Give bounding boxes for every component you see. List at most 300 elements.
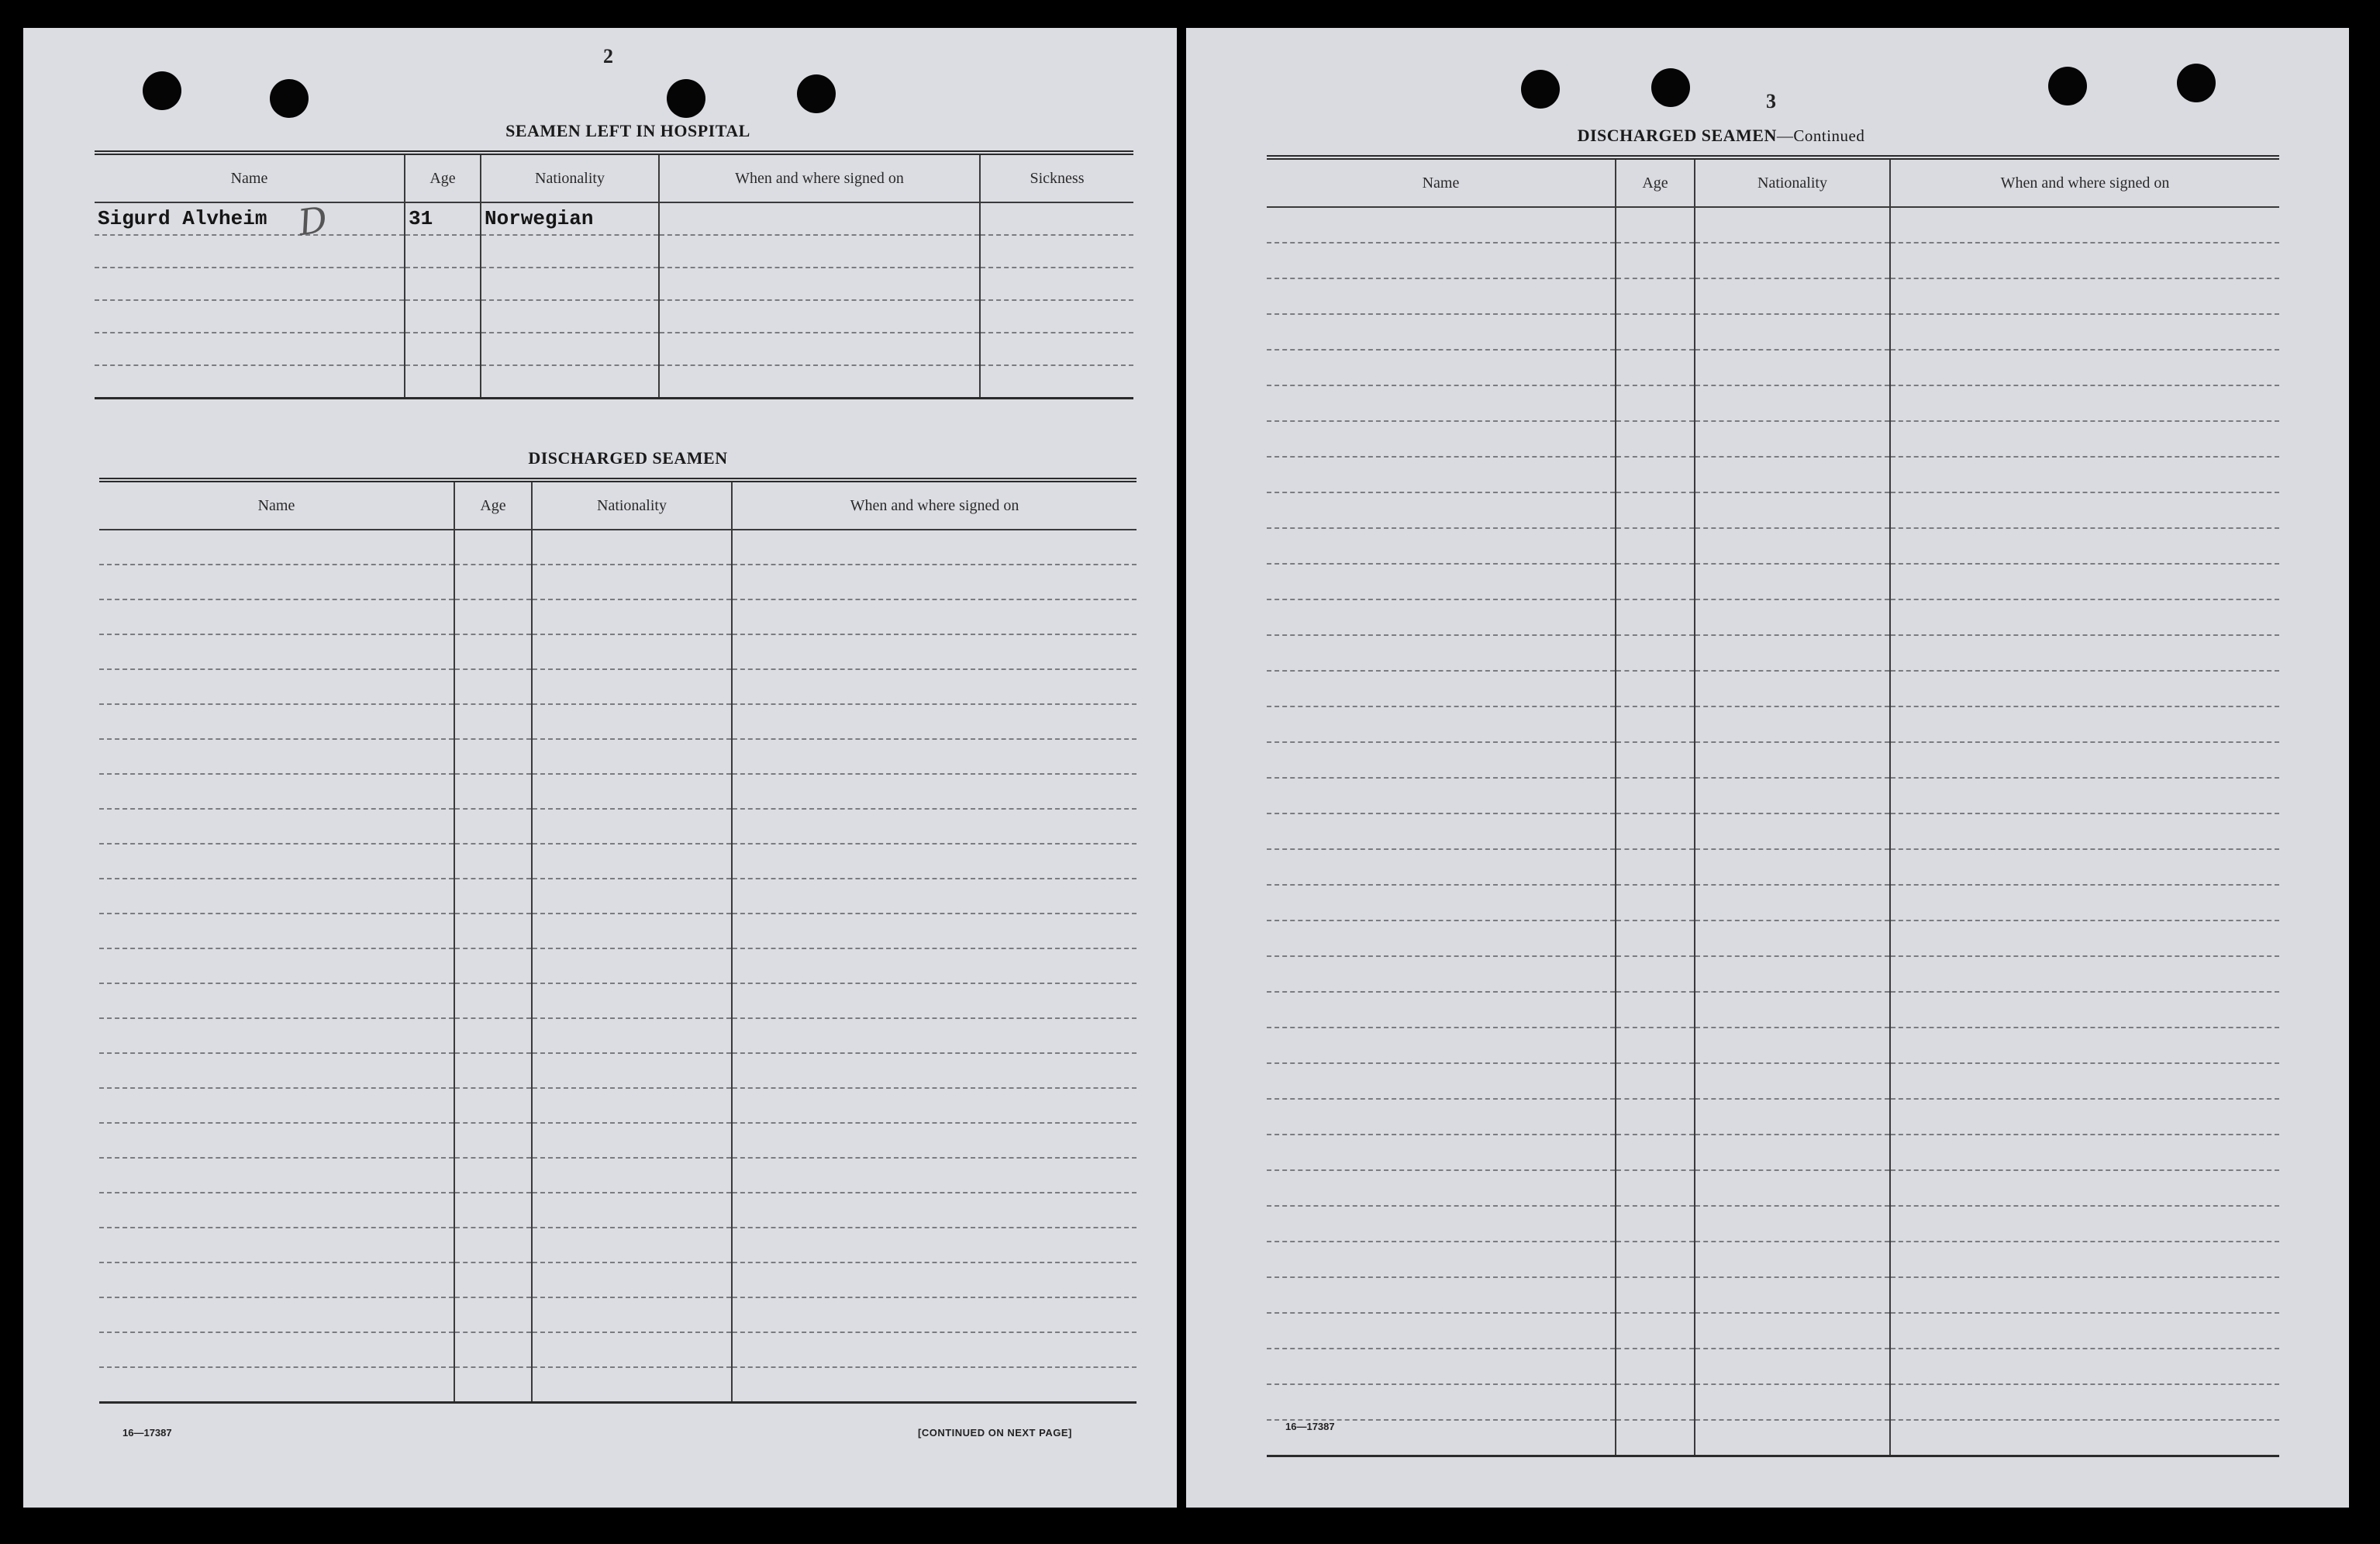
- continued-suffix: —Continued: [1776, 126, 1865, 145]
- table-cell: [1616, 778, 1695, 813]
- table-cell: [1616, 956, 1695, 992]
- table-cell: [732, 1262, 1137, 1297]
- table-cell: [1695, 671, 1890, 706]
- table-cell: [99, 1088, 454, 1123]
- table-cell: [1267, 1206, 1616, 1242]
- table-row: [99, 1193, 1137, 1228]
- table-cell: [95, 235, 405, 268]
- continued-note: [CONTINUED ON NEXT PAGE]: [918, 1427, 1072, 1439]
- table-cell: [1267, 1135, 1616, 1170]
- column-header: Name: [95, 153, 405, 202]
- table-cell: [980, 365, 1133, 399]
- table-row: [1267, 742, 2279, 778]
- table-cell: [99, 1262, 454, 1297]
- table-cell: [1267, 671, 1616, 706]
- table-row: [99, 879, 1137, 914]
- table-cell: [1890, 1063, 2279, 1099]
- table-cell: [454, 1158, 532, 1193]
- table-cell: [454, 1297, 532, 1332]
- table-row: [95, 235, 1133, 268]
- table-cell: [99, 774, 454, 809]
- table-cell: [454, 983, 532, 1018]
- table-cell: [99, 1228, 454, 1262]
- table-cell: [1890, 671, 2279, 706]
- table-cell: [99, 704, 454, 739]
- table-cell: [1616, 921, 1695, 956]
- table-cell: [732, 1158, 1137, 1193]
- column-header: Nationality: [1695, 157, 1890, 207]
- table-cell: [454, 739, 532, 774]
- column-header: When and where signed on: [659, 153, 980, 202]
- table-cell: [405, 268, 481, 300]
- table-cell: [1616, 457, 1695, 492]
- table-cell: [732, 530, 1137, 565]
- handwritten-initial: D: [295, 198, 330, 244]
- table-cell: [95, 268, 405, 300]
- table-cell: [1695, 1384, 1890, 1420]
- table-row: [99, 1123, 1137, 1158]
- table-cell: [532, 1018, 732, 1053]
- table-cell: [532, 530, 732, 565]
- table-cell: [99, 634, 454, 669]
- table-cell: [99, 1123, 454, 1158]
- table-cell: [732, 914, 1137, 948]
- table-cell: [1695, 885, 1890, 921]
- column-header: Age: [1616, 157, 1695, 207]
- table-cell: [732, 565, 1137, 599]
- table-row: [1267, 706, 2279, 742]
- binder-hole: [2048, 67, 2087, 105]
- table-cell: [1695, 1242, 1890, 1277]
- table-cell: [1616, 1313, 1695, 1349]
- table-row: [99, 1228, 1137, 1262]
- table-cell: [99, 1367, 454, 1403]
- table-cell: [481, 235, 659, 268]
- table-cell: [532, 669, 732, 704]
- table-cell: [732, 809, 1137, 844]
- table-row: [1267, 992, 2279, 1028]
- table-row: [99, 1332, 1137, 1367]
- table-cell: [1890, 813, 2279, 849]
- table-cell: [659, 365, 980, 399]
- table-row: [99, 1053, 1137, 1088]
- table-cell: [1267, 314, 1616, 350]
- table-cell: [1695, 1063, 1890, 1099]
- table-cell: [659, 202, 980, 235]
- table-cell: [1890, 1420, 2279, 1456]
- table-cell: [1890, 207, 2279, 243]
- table-cell: [659, 235, 980, 268]
- table-cell: [1890, 1277, 2279, 1313]
- discharged-continued-title: [1248, 126, 2194, 146]
- table-row: [99, 983, 1137, 1018]
- table-cell: [99, 1332, 454, 1367]
- table-cell: [1890, 1349, 2279, 1384]
- table-cell: [95, 333, 405, 365]
- table-cell: [405, 235, 481, 268]
- table-cell: [1695, 992, 1890, 1028]
- table-cell: [1616, 1135, 1695, 1170]
- binder-hole: [270, 79, 309, 118]
- table-cell: [1616, 528, 1695, 564]
- table-row: [1267, 778, 2279, 813]
- table-cell: [454, 565, 532, 599]
- table-cell: [1890, 492, 2279, 528]
- table-cell: [1267, 492, 1616, 528]
- table-cell: [732, 634, 1137, 669]
- table-cell: [454, 948, 532, 983]
- table-cell: [481, 365, 659, 399]
- column-header: Age: [405, 153, 481, 202]
- table-cell: [454, 530, 532, 565]
- table-cell: [454, 1332, 532, 1367]
- table-row: [99, 774, 1137, 809]
- table-cell: [1267, 1242, 1616, 1277]
- table-cell: [99, 1297, 454, 1332]
- table-cell: [732, 983, 1137, 1018]
- table-row: [99, 634, 1137, 669]
- table-cell: [454, 1193, 532, 1228]
- table-row: [99, 844, 1137, 879]
- table-cell: [532, 1262, 732, 1297]
- table-cell: [454, 879, 532, 914]
- table-cell: [1890, 921, 2279, 956]
- table-row: [1267, 1242, 2279, 1277]
- table-cell: [1695, 813, 1890, 849]
- table-cell: [454, 704, 532, 739]
- table-cell: [1616, 243, 1695, 278]
- table-cell: [980, 235, 1133, 268]
- table-cell: [454, 1053, 532, 1088]
- table-row: [99, 914, 1137, 948]
- table-cell: [1695, 1028, 1890, 1063]
- discharged-continued-table: [1267, 155, 2279, 1457]
- table-cell: [1695, 207, 1890, 243]
- table-cell: [1616, 1028, 1695, 1063]
- table-cell: [1890, 457, 2279, 492]
- table-cell: [1890, 1135, 2279, 1170]
- table-cell: [1267, 885, 1616, 921]
- table-cell: [1267, 421, 1616, 457]
- table-cell: [732, 948, 1137, 983]
- table-cell: [532, 1228, 732, 1262]
- binder-hole: [143, 71, 181, 110]
- table-cell: [1616, 813, 1695, 849]
- table-row: [99, 1262, 1137, 1297]
- page-number: 3: [1766, 90, 1776, 112]
- table-cell: [99, 879, 454, 914]
- table-cell: [1267, 1277, 1616, 1313]
- table-row: [1267, 1277, 2279, 1313]
- table-cell: [980, 268, 1133, 300]
- table-cell: [1616, 1170, 1695, 1206]
- table-row: [99, 739, 1137, 774]
- table-cell: [732, 739, 1137, 774]
- table-cell: [1267, 706, 1616, 742]
- table-cell: [1267, 992, 1616, 1028]
- table-cell: [732, 1228, 1137, 1262]
- table-row: [1267, 314, 2279, 350]
- table-cell: [1890, 421, 2279, 457]
- table-row: [99, 530, 1137, 565]
- table-cell: [454, 669, 532, 704]
- table-cell: [532, 1297, 732, 1332]
- table-cell: [1616, 742, 1695, 778]
- table-cell: [99, 530, 454, 565]
- table-cell: [1890, 1206, 2279, 1242]
- table-cell: [1890, 350, 2279, 385]
- table-row: [1267, 564, 2279, 599]
- table-cell: [99, 1053, 454, 1088]
- table-row: [99, 669, 1137, 704]
- table-cell: Norwegian: [481, 202, 659, 235]
- table-cell: [1267, 1099, 1616, 1135]
- table-cell: [1695, 1135, 1890, 1170]
- table-cell: [1267, 849, 1616, 885]
- table-row: [1267, 921, 2279, 956]
- table-cell: [732, 1193, 1137, 1228]
- column-header: Age: [454, 480, 532, 530]
- table-cell: [1616, 1099, 1695, 1135]
- table-cell: [1616, 849, 1695, 885]
- table-cell: [732, 599, 1137, 634]
- table-cell: [1890, 706, 2279, 742]
- table-cell: [732, 1018, 1137, 1053]
- table-cell: [454, 844, 532, 879]
- table-cell: [1267, 778, 1616, 813]
- table-row: [99, 809, 1137, 844]
- table-cell: [1267, 457, 1616, 492]
- discharged-table: [99, 478, 1137, 1404]
- table-cell: [532, 1193, 732, 1228]
- table-cell: [532, 948, 732, 983]
- table-row: [1267, 849, 2279, 885]
- table-cell: [532, 809, 732, 844]
- table-cell: [1695, 706, 1890, 742]
- table-cell: [454, 774, 532, 809]
- table-row: [1267, 350, 2279, 385]
- table-cell: [1267, 1384, 1616, 1420]
- table-cell: [99, 1158, 454, 1193]
- table-cell: [454, 1018, 532, 1053]
- table-cell: [1616, 385, 1695, 421]
- hospital-table: [95, 150, 1133, 399]
- table-cell: [1616, 564, 1695, 599]
- page-number: 2: [603, 45, 613, 67]
- table-cell: [1267, 1170, 1616, 1206]
- table-row: [95, 300, 1133, 333]
- table-cell: [1695, 1349, 1890, 1384]
- table-cell: [1267, 956, 1616, 992]
- table-row: [1267, 1028, 2279, 1063]
- table-cell: [659, 300, 980, 333]
- discharged-continued-title-text: DISCHARGED SEAMEN: [1577, 126, 1777, 145]
- table-cell: [532, 704, 732, 739]
- table-cell: [1616, 314, 1695, 350]
- table-row: [1267, 1313, 2279, 1349]
- table-cell: [732, 1088, 1137, 1123]
- table-cell: [481, 268, 659, 300]
- table-row: [1267, 635, 2279, 671]
- table-cell: [1695, 457, 1890, 492]
- table-row: [1267, 956, 2279, 992]
- table-row: [1267, 528, 2279, 564]
- table-cell: [732, 844, 1137, 879]
- table-cell: [481, 300, 659, 333]
- table-cell: [1890, 635, 2279, 671]
- table-cell: [1890, 278, 2279, 314]
- table-cell: [99, 599, 454, 634]
- table-cell: [1695, 742, 1890, 778]
- table-cell: [732, 1332, 1137, 1367]
- binder-hole: [1521, 70, 1560, 109]
- table-cell: [532, 634, 732, 669]
- table-cell: [980, 333, 1133, 365]
- table-cell: [1267, 243, 1616, 278]
- table-row: [1267, 385, 2279, 421]
- table-cell: [532, 1123, 732, 1158]
- table-cell: Sigurd Alvheim: [95, 202, 405, 235]
- table-cell: [732, 1053, 1137, 1088]
- table-row: [1267, 1384, 2279, 1420]
- table-row: [1267, 1420, 2279, 1456]
- table-row: [1267, 1135, 2279, 1170]
- table-cell: [1890, 1028, 2279, 1063]
- table-cell: [1695, 599, 1890, 635]
- table-cell: [454, 1262, 532, 1297]
- table-cell: [659, 268, 980, 300]
- table-cell: [95, 365, 405, 399]
- table-cell: [99, 739, 454, 774]
- table-cell: [1616, 421, 1695, 457]
- table-cell: [732, 879, 1137, 914]
- table-cell: [1616, 492, 1695, 528]
- table-cell: [732, 1297, 1137, 1332]
- table-row: [1267, 1206, 2279, 1242]
- table-cell: [99, 565, 454, 599]
- binder-hole: [667, 79, 705, 118]
- table-cell: [1267, 207, 1616, 243]
- table-cell: [454, 1088, 532, 1123]
- table-cell: [1695, 350, 1890, 385]
- table-row: [1267, 457, 2279, 492]
- table-cell: [1890, 742, 2279, 778]
- table-row: [1267, 1349, 2279, 1384]
- table-cell: [1267, 1349, 1616, 1384]
- table-cell: [454, 1228, 532, 1262]
- table-cell: [532, 879, 732, 914]
- table-cell: [99, 809, 454, 844]
- table-row: [95, 365, 1133, 399]
- table-cell: [1695, 528, 1890, 564]
- table-cell: [1695, 1170, 1890, 1206]
- table-cell: [1890, 849, 2279, 885]
- table-cell: [99, 1018, 454, 1053]
- table-row: [1267, 207, 2279, 243]
- table-cell: [1616, 207, 1695, 243]
- table-cell: [980, 202, 1133, 235]
- table-cell: 31: [405, 202, 481, 235]
- table-cell: [405, 365, 481, 399]
- table-row: [95, 202, 1133, 235]
- table-cell: [1695, 492, 1890, 528]
- table-row: [99, 704, 1137, 739]
- table-row: [99, 565, 1137, 599]
- table-cell: [532, 599, 732, 634]
- table-cell: [454, 599, 532, 634]
- table-cell: [1616, 706, 1695, 742]
- right-page: [1186, 28, 2349, 1508]
- table-cell: [1616, 278, 1695, 314]
- table-cell: [1267, 635, 1616, 671]
- column-header: Name: [99, 480, 454, 530]
- table-cell: [1890, 778, 2279, 813]
- table-cell: [1616, 1206, 1695, 1242]
- table-cell: [1267, 921, 1616, 956]
- table-cell: [532, 914, 732, 948]
- column-header: Name: [1267, 157, 1616, 207]
- table-cell: [1267, 528, 1616, 564]
- table-cell: [1695, 921, 1890, 956]
- table-cell: [405, 333, 481, 365]
- table-cell: [1616, 992, 1695, 1028]
- table-cell: [99, 983, 454, 1018]
- table-cell: [405, 300, 481, 333]
- table-cell: [1267, 385, 1616, 421]
- table-cell: [454, 1367, 532, 1403]
- table-cell: [1616, 635, 1695, 671]
- table-cell: [532, 1332, 732, 1367]
- table-cell: [1695, 1099, 1890, 1135]
- table-row: [1267, 421, 2279, 457]
- column-header: Sickness: [980, 153, 1133, 202]
- table-row: [99, 1367, 1137, 1403]
- table-cell: [1267, 1063, 1616, 1099]
- table-row: [1267, 671, 2279, 706]
- table-cell: [1890, 992, 2279, 1028]
- table-cell: [1695, 243, 1890, 278]
- table-row: [99, 599, 1137, 634]
- table-cell: [532, 983, 732, 1018]
- table-cell: [454, 809, 532, 844]
- table-cell: [1267, 564, 1616, 599]
- table-cell: [1616, 1420, 1695, 1456]
- table-cell: [659, 333, 980, 365]
- table-row: [1267, 1170, 2279, 1206]
- table-cell: [1890, 1384, 2279, 1420]
- table-cell: [1890, 314, 2279, 350]
- table-cell: [1890, 956, 2279, 992]
- table-cell: [1695, 1206, 1890, 1242]
- table-cell: [1890, 1099, 2279, 1135]
- table-row: [1267, 278, 2279, 314]
- table-cell: [1890, 1313, 2279, 1349]
- discharged-section-title: DISCHARGED SEAMEN: [528, 448, 728, 468]
- table-cell: [532, 774, 732, 809]
- table-cell: [99, 1193, 454, 1228]
- form-code: 16—17387: [1285, 1421, 1335, 1432]
- table-cell: [1695, 278, 1890, 314]
- column-header: When and where signed on: [1890, 157, 2279, 207]
- left-page: [23, 28, 1177, 1508]
- table-cell: [1616, 1277, 1695, 1313]
- table-cell: [99, 669, 454, 704]
- table-cell: [1890, 885, 2279, 921]
- table-cell: [532, 565, 732, 599]
- table-cell: [1616, 885, 1695, 921]
- column-header: Nationality: [481, 153, 659, 202]
- table-cell: [1616, 1242, 1695, 1277]
